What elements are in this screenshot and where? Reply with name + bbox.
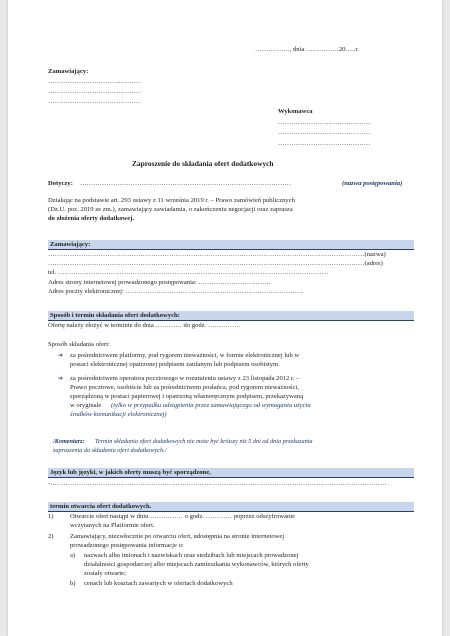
subject-dots: …………………………………………………………………………………… <box>80 180 291 187</box>
arrow-bullet-icon: ➔ <box>58 376 64 382</box>
opening-item-number: 2) <box>48 533 54 540</box>
opening-subitem-line: nazwach albo imionach i nazwiskach oraz siedzibach lub miejscach prowadzonej <box>84 552 299 559</box>
contractor-line: …………………………………… <box>278 119 371 126</box>
method-section-bar <box>48 311 414 321</box>
method-bullet-line: za pośrednictwem operatora pocztowego w rozumieniu ustawy z 23 listopada 2012 r. – <box>70 375 300 382</box>
method-bullet-note: (tylko w przypadku odstąpienia przez zamawiającego od wymagania użycia <box>111 402 311 409</box>
subject-label: Dotyczy: <box>48 180 73 187</box>
document-title: Zaproszenie do składania ofert dodatkowych <box>132 159 274 168</box>
contractor-line: …………………………………… <box>278 129 371 136</box>
language-section-header: Język lub języki, w jakich oferty muszą być sporządzone, <box>50 469 211 476</box>
opening-item-line: Zamawiający, niezwłocznie po otwarciu ofert, udostępnia na stronie internetowej <box>70 533 285 540</box>
method-intro: Sposób składania ofert: <box>48 341 110 348</box>
opening-subitem-line: zostały otwarte; <box>84 570 126 577</box>
ordering-site-line: Adres strony internetowej prowadzonego postępowania: …………………………… <box>48 279 271 286</box>
contractor-line: …………………………………… <box>278 140 371 147</box>
intro-line: Działając na podstawie art. 293 ustawy z 11 września 2019 r. – Prawo zamówień publicznych <box>48 197 295 204</box>
opening-section-bar <box>48 502 414 512</box>
intro-line: (Dz.U. poz. 2019 ze zm.), zamawiający zawiadamia, o zakończeniu negocjacji oraz zaprasza <box>48 206 293 213</box>
opening-section-header: termin otwarcia ofert dodatkowych. <box>50 503 152 510</box>
intro-line: do złożenia oferty dodatkowej. <box>48 215 135 222</box>
method-bullet-note: środków komunikacji elektronicznej) <box>70 411 167 418</box>
opening-item-line: Otwarcie ofert nastąpi w dniu …………… o godz. ………… poprzez odszyfrowanie <box>70 513 296 520</box>
document-page <box>8 0 442 636</box>
subject-name: (nazwa postępowania) <box>342 180 403 187</box>
language-dots: -……………………………………………………………………………………………………………………………………… <box>48 480 387 487</box>
method-section-header: Sposób i termin składania ofert dodatkowych: <box>50 312 180 319</box>
method-deadline: Ofertę należy złożyć w terminie do dnia ………… do godz. …………… <box>48 322 241 329</box>
opening-subitem-line: cenach lub kosztach zawartych w ofertach dodatkowych <box>84 580 233 587</box>
ordering-name-line: ………………………………………………………………………………………………………………………………(nazwa) <box>48 251 386 258</box>
comment-text: zaproszenia do składania ofert dodatkowych./ <box>53 447 167 454</box>
ordering-address-line: ………………………………………………………………………………………………………………………………(adres) <box>48 260 383 267</box>
ordering-section-header: Zamawiający: <box>50 241 91 248</box>
ordering-party-line: …………………………………… <box>48 88 141 95</box>
ordering-tel-line: tel. …………………………………………………………………………………………………………… <box>48 269 329 276</box>
method-bullet-line: postaci elektronicznej opatrzonej podpisem zaufanym lub podpisem osobistym. <box>70 361 280 368</box>
comment-label: /Komentarz: <box>53 438 85 445</box>
opening-item-number: 1) <box>48 513 54 520</box>
date-line: ……………., dnia ……………20…..r. <box>255 46 359 53</box>
method-bullet-line: Prawo pocztowe, osobiście lub za pośrednictwem posłańca, pod rygorem nieważności, <box>70 384 299 391</box>
comment-text: Termin składania ofert dodatkowych nie może być krótszy niż 5 dni od dnia przekazania <box>95 438 313 445</box>
method-bullet-line: w oryginale <box>70 402 102 409</box>
ordering-party-line: …………………………………… <box>48 98 141 105</box>
contractor-label: Wykonawca <box>278 108 313 115</box>
opening-subitem-label: b) <box>70 580 76 587</box>
opening-item-line: prowadzonego postępowania informacje o: <box>70 542 184 549</box>
opening-subitem-label: a) <box>70 552 76 559</box>
ordering-email-line: Adres poczty elektronicznej: ……………………………………………………………………… <box>48 288 304 295</box>
ordering-section-bar <box>48 240 414 250</box>
opening-subitem-line: działalności gospodarczej albo miejscach zamieszkania wykonawców, których oferty <box>84 561 309 568</box>
arrow-bullet-icon: ➔ <box>58 353 64 359</box>
method-bullet-line: za pośrednictwem platformy, pod rygorem nieważności, w formie elektronicznej lub w <box>70 352 300 359</box>
opening-item-line: wczytanych na Platformie ofert. <box>70 522 155 529</box>
ordering-party-line: …………………………………… <box>48 78 141 85</box>
method-bullet-line: sporządzoną w postaci papierowej i opatrzoną własnoręcznym podpisem, przekazywaną <box>70 393 304 400</box>
language-section-bar <box>48 468 414 478</box>
ordering-party-label: Zamawiający: <box>48 68 89 75</box>
